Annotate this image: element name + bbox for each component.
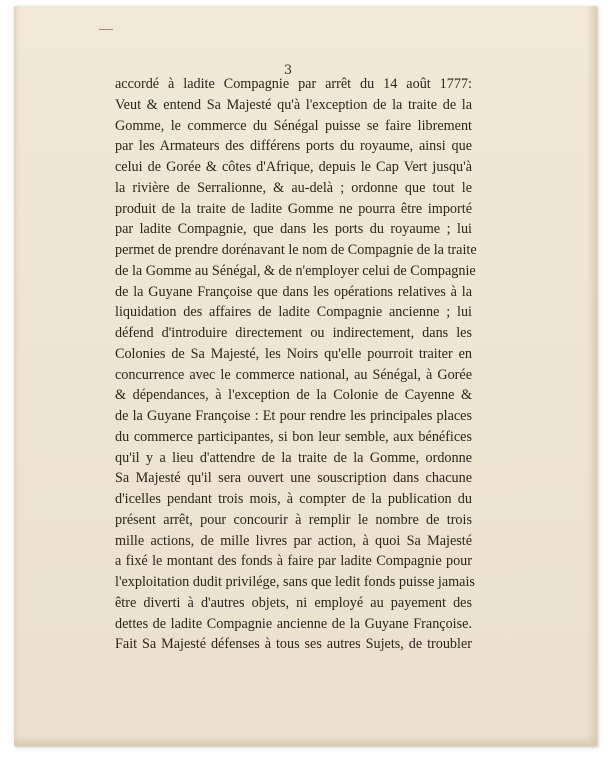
text-line: concurrence avec le commerce national, au Sénégal, à Gorée <box>115 366 472 383</box>
paper-left-shadow <box>14 6 20 746</box>
text-line: par ladite Compagnie, que dans les ports du royaume ; lui <box>115 221 472 238</box>
text-line: du commerce participantes, si bon leur semble, aux bénéfices <box>115 428 472 445</box>
text-line: Gomme, le commerce du Sénégal puisse se faire librement <box>115 117 472 134</box>
text-line: être diverti à d'autres objets, ni employé au payement des <box>115 594 472 611</box>
text-line: d'icelles pendant trois mois, à compter de la publication du <box>115 491 472 507</box>
text-line: liquidation des affaires de ladite Compagnie ancienne ; lui <box>115 304 472 321</box>
text-line: par les Armateurs des différens ports du royaume, ainsi que <box>115 138 472 155</box>
text-line: Colonies de Sa Majesté, les Noirs qu'elle pourroit traiter en <box>115 345 472 362</box>
text-line: de la Guyane Françoise que dans les opérations relatives à la <box>115 283 472 300</box>
text-line: de la Gomme au Sénégal, & de n'employer celui de Compagnie <box>115 262 476 279</box>
text-line: de la Guyane Françoise : Et pour rendre les principales places <box>115 408 472 424</box>
text-line: dettes de ladite Compagnie ancienne de la Guyane Françoise. <box>115 615 472 632</box>
body-text <box>115 74 477 655</box>
text-line: celui de Gorée & côtes d'Afrique, depuis le Cap Vert jusqu'à <box>115 159 472 175</box>
text-line: présent arrêt, pour concourir à remplir le nombre de trois <box>115 511 472 528</box>
paper-sheet <box>14 6 597 746</box>
text-line: Sa Majesté qu'il sera ouvert une souscription dans chacune <box>115 470 472 487</box>
text-line: Veut & entend Sa Majesté qu'à l'exception de la traite de la <box>115 96 472 113</box>
paper-right-shadow <box>587 6 597 746</box>
paper-bottom-shadow <box>14 736 597 746</box>
text-line: permet de prendre dorénavant le nom de Compagnie de la traite <box>115 242 477 258</box>
text-line: mille actions, de mille livres par action, à quoi Sa Majesté <box>115 532 472 549</box>
page-number: 3 <box>283 63 293 78</box>
text-line: produit de la traite de ladite Gomme ne pourra être importé <box>115 200 472 217</box>
text-line: accordé à ladite Compagnie par arrêt du 14 août 1777: <box>115 76 472 92</box>
text-line: défend d'introduire directement ou indirectement, dans les <box>115 325 472 341</box>
text-line: la rivière de Serralionne, & au-delà ; ordonne que tout le <box>115 179 472 196</box>
text-line: qu'il y a lieu d'attendre de la traite de la Gomme, ordonne <box>115 449 472 466</box>
text-line: Fait Sa Majesté défenses à tous ses autres Sujets, de troubler <box>115 636 472 653</box>
text-line: a fixé le montant des fonds à faire par ladite Compagnie pour <box>115 553 472 570</box>
text-line: & dépendances, à l'exception de la Colonie de Cayenne & <box>115 387 472 404</box>
text-line: l'exploitation dudit privilége, sans que ledit fonds puisse jamais <box>115 574 475 590</box>
pencil-mark <box>99 29 113 30</box>
